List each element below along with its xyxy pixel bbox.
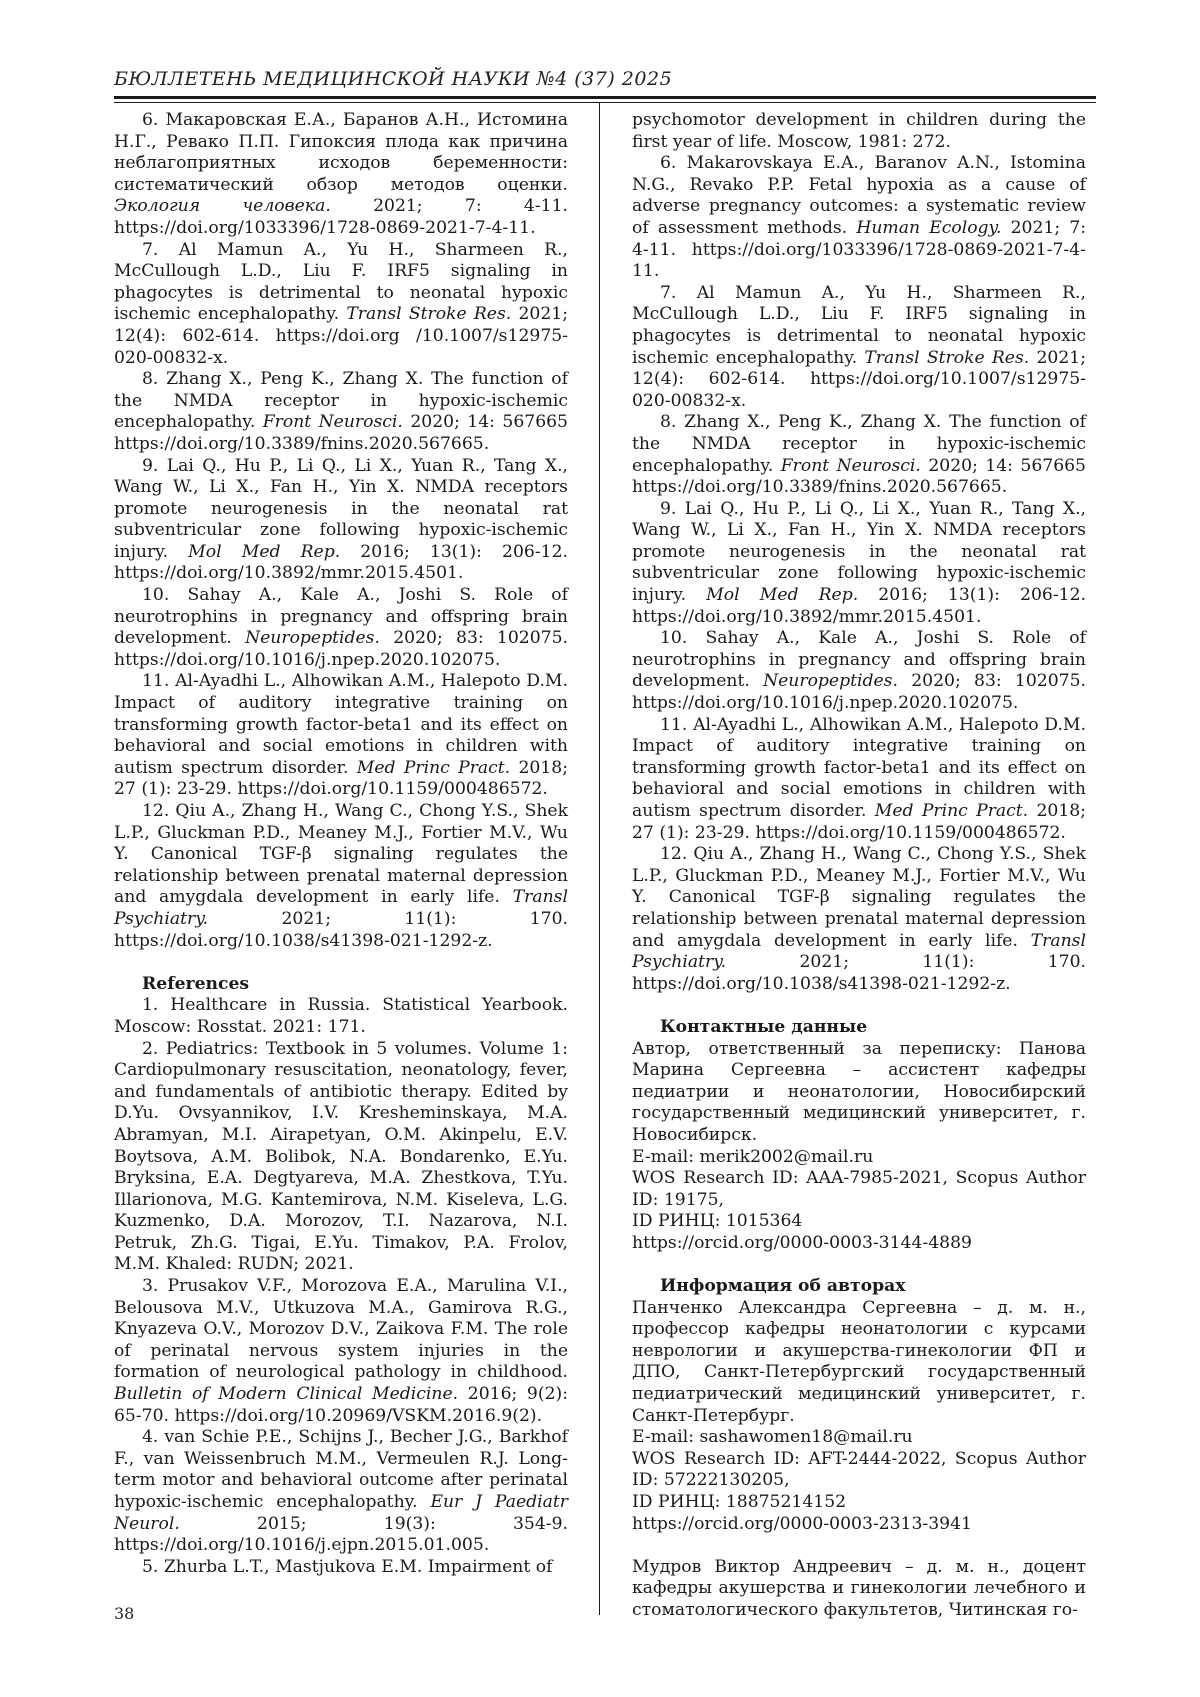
author-wos-id: WOS Research ID: AFT-2444-2022, Scopus Author ID: 57222130205, xyxy=(632,1448,1086,1491)
reference-item: 5. Zhurba L.T., Mastjukova E.M. Impairment of xyxy=(142,1556,553,1577)
next-author-description: Мудров Виктор Андреевич – д. м. н., доцент кафедры акушерства и гинекологии лечебного и стоматологического факультетов, Читинская го- xyxy=(632,1556,1086,1620)
reference-item: 12. Qiu A., Zhang H., Wang C., Chong Y.S., Shek L.P., Gluckman P.D., Meaney M.J., Fortier M.V., Wu Y. Canonical TGF-β signaling regulates the relationship between prenatal maternal depression and amygdala development in early life. Transl Psychiatry. 2021; 11(1): 170. https://doi.org/10.1038/s41398-021-1292-z. xyxy=(114,801,568,951)
author-description: Панченко Александра Сергеевна – д. м. н., профессор кафедры неонатологии с курсами неврологии и акушерства-гинекологии ФП и ДПО, Санкт-Петербургский государственный педиатрический медицинский университет, г. Санкт-Петербург. xyxy=(632,1297,1086,1426)
reference-item: 8. Zhang X., Peng K., Zhang X. The function of the NMDA receptor in hypoxic-ischemic encephalopathy. Front Neurosci. 2020; 14: 567665 https://doi.org/10.3389/fnins.2020.567665. xyxy=(632,412,1086,498)
author-block xyxy=(632,1298,1086,1536)
right-column xyxy=(632,110,1086,1622)
english-reference-list-continued xyxy=(632,153,1086,995)
author-orcid: https://orcid.org/0000-0003-2313-3941 xyxy=(632,1513,972,1534)
reference-item: 1. Healthcare in Russia. Statistical Yearbook. Moscow: Rosstat. 2021: 171. xyxy=(114,995,568,1037)
reference-item: 6. Makarovskaya E.A., Baranov A.N., Istomina N.G., Revako P.P. Fetal hypoxia as a cause of adverse pregnancy outcomes: a systematic review of assessment methods. Human Ecology. 2021; 7: 4-11. https://doi.org/1033396/1728-0869-2021-7-4-11. xyxy=(632,153,1086,282)
reference-item: 7. Al Mamun A., Yu H., Sharmeen R., McCullough L.D., Liu F. IRF5 signaling in phagocytes is detrimental to neonatal hypoxic ischemic encephalopathy. Transl Stroke Res. 2021; 12(4): 602-614. https://doi.org /10.1007/s12975-020-00832-x. xyxy=(114,239,568,368)
reference-item: 8. Zhang X., Peng K., Zhang X. The function of the NMDA receptor in hypoxic-ischemic encephalopathy. Front Neurosci. 2020; 14: 567665 https://doi.org/10.3389/fnins.2020.567665. xyxy=(114,369,568,454)
reference-item: 6. Макаровская Е.А., Баранов А.Н., Истомина Н.Г., Ревако П.П. Гипоксия плода как причина неблагоприятных исходов беременности: систематический обзор методов оценки. Экология человека. 2021; 7: 4-11. https://doi.org/1033396/1728-0869-2021-7-4-11. xyxy=(114,110,568,238)
reference-item: 10. Sahay A., Kale A., Joshi S. Role of neurotrophins in pregnancy and offspring brain development. Neuropeptides. 2020; 83: 102075. https://doi.org/10.1016/j.npep.2020.102075. xyxy=(114,585,568,670)
reference-item: 3. Prusakov V.F., Morozova E.A., Marulina V.I., Belousova M.V., Utkuzova M.A., Gamirova R.G., Knyazeva O.V., Morozov D.V., Zaikova F.M. The role of perinatal nervous system injuries in the formation of neurological pathology in childhood. Bulletin of Modern Clinical Medicine. 2016; 9(2): 65-70. https://doi.org/10.20969/VSKM.2016.9(2). xyxy=(114,1276,568,1426)
header-rule-thick xyxy=(114,96,1096,99)
left-column xyxy=(114,110,568,1578)
russian-reference-list xyxy=(114,110,568,952)
journal-header: БЮЛЛЕТЕНЬ МЕДИЦИНСКОЙ НАУКИ №4 (37) 2025 xyxy=(114,68,673,90)
contacts-heading: Контактные данные xyxy=(660,1016,868,1037)
reference-item: 11. Al-Ayadhi L., Alhowikan A.M., Halepoto D.M. Impact of auditory integrative training on transforming growth factor-beta1 and its effect on behavioral and social emotions in children with autism spectrum disorder. Med Princ Pract. 2018; 27 (1): 23-29. https://doi.org/10.1159/000486572. xyxy=(632,714,1087,843)
corresponding-author: Автор, ответственный за переписку: Панова Марина Сергеевна – ассистент кафедры педиатрии и неонатологии, Новосибирский государственный медицинский университет, г. Новосибирск. xyxy=(632,1038,1086,1145)
authors-heading: Информация об авторах xyxy=(660,1276,906,1297)
author-rinc-id: ID РИНЦ: 18875214152 xyxy=(632,1492,847,1512)
contact-rinc-id: ID РИНЦ: 1015364 xyxy=(632,1211,803,1232)
reference-item: 4. van Schie P.E., Schijns J., Becher J.G., Barkhof F., van Weissenbruch M.M., Vermeulen R.J. Long-term motor and behavioral outcome after perinatal hypoxic-ischemic encephalopathy. Eur J Paediatr Neurol. 2015; 19(3): 354-9. https://doi.org/10.1016/j.ejpn.2015.01.005. xyxy=(114,1427,568,1556)
reference-continuation: psychomotor development in children during the first year of life. Moscow, 1981: 272. xyxy=(632,110,1086,152)
page-number: 38 xyxy=(114,1604,135,1623)
references-heading: References xyxy=(142,973,250,994)
column-divider xyxy=(599,103,600,1615)
reference-item: 10. Sahay A., Kale A., Joshi S. Role of neurotrophins in pregnancy and offspring brain development. Neuropeptides. 2020; 83: 102075. https://doi.org/10.1016/j.npep.2020.102075. xyxy=(632,628,1086,714)
reference-item: 2. Pediatrics: Textbook in 5 volumes. Volume 1: Cardiopulmonary resuscitation, neonatology, fever, and fundamentals of antibiotic therapy. Edited by D.Yu. Ovsyannikov, I.V. Kresheminskaya, M.A. Abramyan, M.I. Airapetyan, O.M. Akinpelu, E.V. Boytsova, A.M. Bolibok, N.A. Bondarenko, E.Yu. Bryksina, E.A. Degtyareva, M.A. Zhestkova, T.Yu. Illarionova, M.G. Kantemirova, N.M. Kiseleva, L.G. Kuzmenko, D.A. Morozov, T.I. Nazarova, N.I. Petruk, Zh.G. Tigai, E.Yu. Timakov, P.A. Frolov, M.M. Khaled: RUDN; 2021. xyxy=(114,1038,568,1275)
author-email: E-mail: sashawomen18@mail.ru xyxy=(632,1427,913,1448)
contact-email: E-mail: merik2002@mail.ru xyxy=(632,1146,874,1167)
reference-item: 12. Qiu A., Zhang H., Wang C., Chong Y.S., Shek L.P., Gluckman P.D., Meaney M.J., Fortier M.V., Wu Y. Canonical TGF-β signaling regulates the relationship between prenatal maternal depression and amygdala development in early life. Transl Psychiatry. 2021; 11(1): 170. https://doi.org/10.1038/s41398-021-1292-z. xyxy=(632,844,1086,994)
english-reference-list xyxy=(114,995,568,1578)
reference-item: 9. Lai Q., Hu P., Li Q., Li X., Yuan R., Tang X., Wang W., Li X., Fan H., Yin X. NMDA receptors promote neurogenesis in the neonatal rat subventricular zone following hypoxic-ischemic injury. Mol Med Rep. 2016; 13(1): 206-12. https://doi.org/10.3892/mmr.2015.4501. xyxy=(114,455,568,584)
contact-wos-id: WOS Research ID: AAA-7985-2021, Scopus Author ID: 19175, xyxy=(632,1168,1086,1210)
contact-block xyxy=(632,1039,1086,1255)
contact-orcid: https://orcid.org/0000-0003-3144-4889 xyxy=(632,1232,972,1253)
reference-item: 7. Al Mamun A., Yu H., Sharmeen R., McCullough L.D., Liu F. IRF5 signaling in phagocytes is detrimental to neonatal hypoxic ischemic encephalopathy. Transl Stroke Res. 2021; 12(4): 602-614. https://doi.org/10.1007/s12975-020-00832-x. xyxy=(632,282,1086,411)
reference-item: 9. Lai Q., Hu P., Li Q., Li X., Yuan R., Tang X., Wang W., Li X., Fan H., Yin X. NMDA receptors promote neurogenesis in the neonatal rat subventricular zone following hypoxic-ischemic injury. Mol Med Rep. 2016; 13(1): 206-12. https://doi.org/10.3892/mmr.2015.4501. xyxy=(632,498,1086,627)
reference-item: 11. Al-Ayadhi L., Alhowikan A.M., Halepoto D.M. Impact of auditory integrative training on transforming growth factor-beta1 and its effect on behavioral and social emotions in children with autism spectrum disorder. Med Princ Pract. 2018; 27 (1): 23-29. https://doi.org/10.1159/000486572. xyxy=(114,671,569,800)
header-rule-thin xyxy=(114,102,1096,103)
